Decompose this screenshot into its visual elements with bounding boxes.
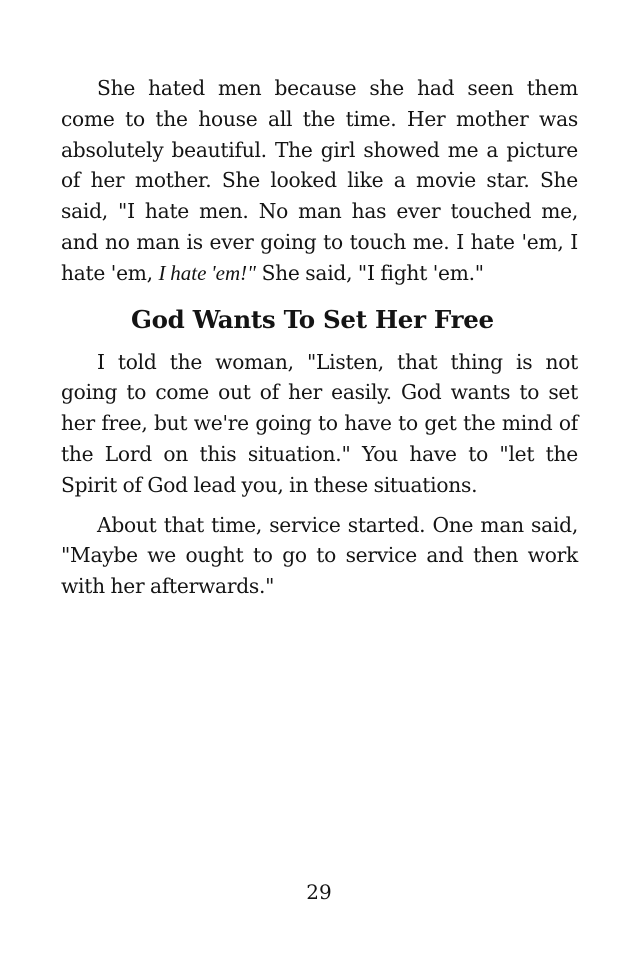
- paragraph-2: I told the woman, "Listen, that thing is not going to come out of her easily. God wants to set her free, but we're going to have to get the mind of the Lord on this situation." You have to "let the Spirit of God lead you, in these situations.: [61, 349, 578, 497]
- section-heading: God Wants To Set Her Free: [131, 304, 494, 334]
- paragraph-1: [61, 73, 578, 289]
- paragraph-1-italic-quote: I hate 'em!": [158, 260, 256, 285]
- page-number: 29: [306, 880, 332, 904]
- page-content: [61, 73, 578, 602]
- paragraph-1-text: She hated men because she had seen them come to the house all the time. Her mother was absolutely beautiful. The girl showed me a picture of her mother. She looked like a movie star. She said, "I hate men. No man has ever touched me, and no man is ever going to touch me. I hate 'em, I hate 'em,: [61, 76, 578, 285]
- paragraph-3: About that time, service started. One man said, "Maybe we ought to go to service and then work with her afterwards.": [61, 512, 578, 599]
- paragraph-1-tail: She said, "I fight 'em.": [255, 260, 484, 285]
